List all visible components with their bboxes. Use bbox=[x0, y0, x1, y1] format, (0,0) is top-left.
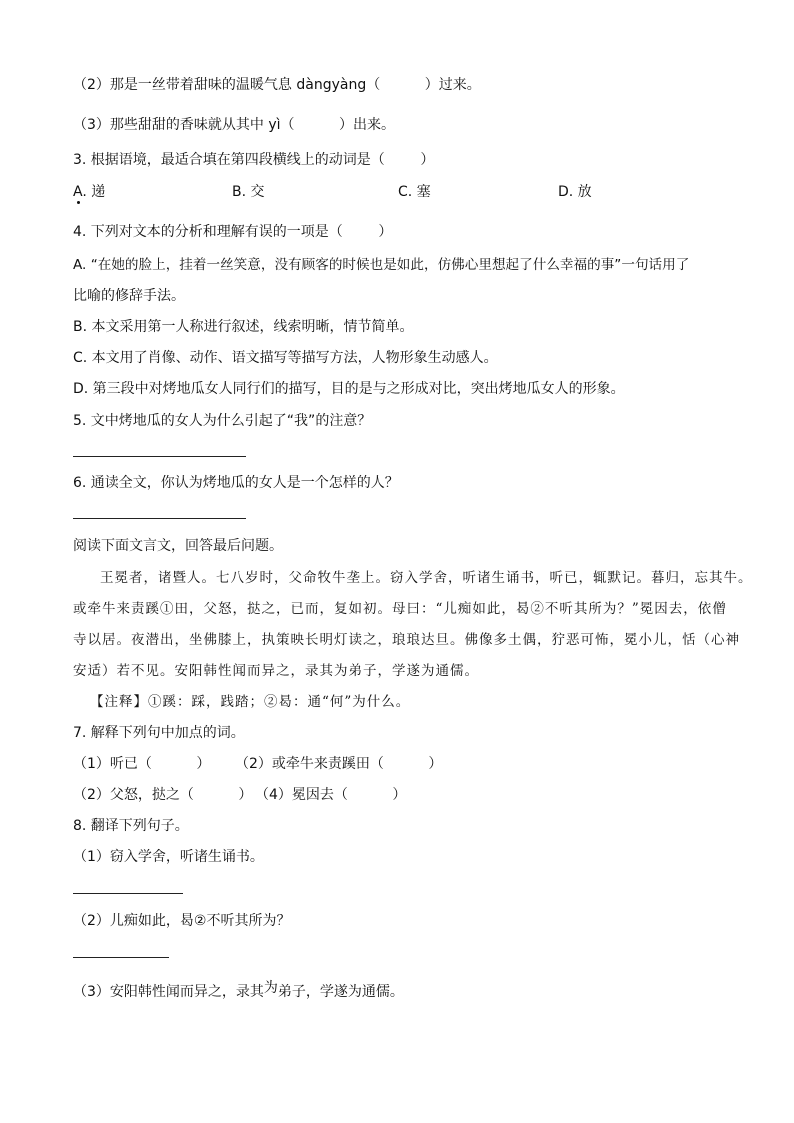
q4-option-a-line1: A. “在她的脸上，挂着一丝笑意，没有顾客的时候也是如此，仿佛心里想起了什么幸福的事”一句话用了 bbox=[73, 257, 690, 273]
q7-item-3: （2）父怒，挞之（ ） bbox=[73, 787, 253, 803]
q4-option-b: B. 本文采用第一人称进行叙述，线索明晰，情节简单。 bbox=[73, 319, 414, 335]
q7-item-1: （1）听已（ ） bbox=[73, 756, 211, 772]
q3-option-d: D. 放 bbox=[558, 184, 592, 200]
q8-sentence-1: （1）窃入学舍，听诸生诵书。 bbox=[73, 849, 264, 865]
classical-text-line4: 安适）若不见。安阳韩性闻而异之，录其为弟子，学遂为通儒。 bbox=[73, 663, 479, 679]
q7-item-4: （4）冕因去（ ） bbox=[255, 787, 407, 803]
classical-text-line2: 或牵牛来责蹊①田，父怒，挞之，已而，复如初。母曰：“儿痴如此，曷②不听其所为？”冕因去，依僧 bbox=[73, 601, 727, 617]
classical-notes: 【注释】①蹊：踩，践踏；②曷：通“何”为什么。 bbox=[90, 694, 411, 710]
q3-option-b: B. 交 bbox=[232, 184, 265, 200]
q8-sentence-2: （2）儿痴如此，曷②不听其所为？ bbox=[73, 913, 291, 929]
q8-sentence-3 bbox=[73, 980, 404, 1001]
q7-stem: 7. 解释下列句中加点的词。 bbox=[73, 725, 245, 741]
classical-text-line1: 王冕者，诸暨人。七八岁时，父命牧牛垄上。窃入学舍，听诸生诵书，听已，辄默记。暮归，忘其牛。 bbox=[100, 570, 753, 586]
answer-line bbox=[73, 957, 169, 958]
q4-option-c: C. 本文用了肖像、动作、语文描写等描写方法，人物形象生动感人。 bbox=[73, 350, 498, 366]
q4-stem: 4. 下列对文本的分析和理解有误的一项是（ ） bbox=[73, 224, 393, 240]
q2-sub3: （3）那些甜甜的香味就从其中 yì（ ）出来。 bbox=[73, 117, 396, 133]
q3-option-a: A. 递 bbox=[73, 184, 106, 200]
q3-option-c: C. 塞 bbox=[398, 184, 431, 200]
q8-sentence-3-part2: 弟子，学遂为通儒。 bbox=[277, 984, 404, 1000]
q7-item-2: （2）或牵牛来责蹊田（ ） bbox=[235, 756, 443, 772]
q8-sentence-3-raised-char: 为 bbox=[263, 980, 278, 996]
q8-stem: 8. 翻译下列句子。 bbox=[73, 818, 189, 834]
q6-stem: 6. 通读全文，你认为烤地瓜的女人是一个怎样的人？ bbox=[73, 475, 399, 491]
q4-option-a-line2: 比喻的修辞手法。 bbox=[73, 288, 185, 304]
answer-line bbox=[73, 893, 183, 894]
answer-line bbox=[73, 518, 246, 519]
classical-text-line3: 寺以居。夜潜出，坐佛膝上，执策映长明灯读之，琅琅达旦。佛像多土偶，狞恶可怖，冕小儿，恬（心神 bbox=[73, 632, 740, 648]
q3-stem: 3. 根据语境，最适合填在第四段横线上的动词是（ ） bbox=[73, 152, 435, 168]
reading-intro: 阅读下面文言文，回答最后问题。 bbox=[73, 538, 283, 554]
answer-line bbox=[73, 456, 246, 457]
q8-sentence-3-part1: （3）安阳韩性闻而异之，录其 bbox=[73, 984, 264, 1000]
emphasis-dot bbox=[77, 201, 80, 204]
q2-sub2: （2）那是一丝带着甜味的温暖气息 dàngyàng（ ）过来。 bbox=[73, 77, 481, 93]
q4-option-d: D. 第三段中对烤地瓜女人同行们的描写，目的是与之形成对比，突出烤地瓜女人的形象。 bbox=[73, 381, 625, 397]
q5-stem: 5. 文中烤地瓜的女人为什么引起了“我”的注意？ bbox=[73, 413, 372, 429]
